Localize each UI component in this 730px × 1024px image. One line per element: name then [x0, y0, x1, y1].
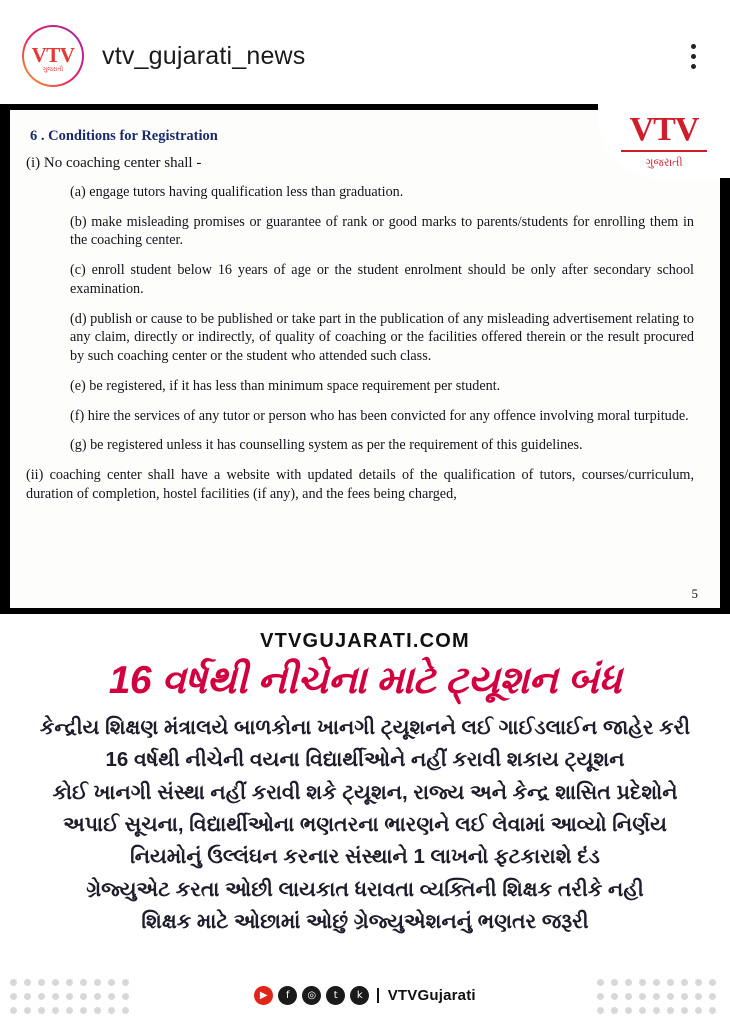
kebab-menu-icon[interactable]	[678, 36, 708, 76]
decorative-dots-left	[10, 979, 133, 1018]
caption-line: નિયમોનું ઉલ્લંઘન કરનાર સંસ્થાને 1 લાખનો ફટકારાશે દંડ	[130, 845, 600, 869]
page-number: 5	[691, 586, 698, 601]
headline-text: 16 વર્ષથી નીચેના માટે ટ્યૂશન બંધ	[108, 659, 622, 702]
caption-line: કોઈ ખાનગી સંસ્થા નહીં કરાવી શકે ટ્યૂશન, રાજ્ય અને કેન્દ્ર શાસિત પ્રદેશોને	[52, 780, 678, 804]
kebab-dot	[691, 64, 696, 69]
site-url-text: VTVGUJARATI.COM	[260, 630, 470, 652]
document-subclause: (d) publish or cause to be published or take part in the publication of any misleading advertisement relating to any claim, directly or indirectly, of quality of coaching or the facilities offered therein or the result procured by such coaching center or the student who attended such class.	[70, 310, 694, 365]
caption-line: શિક્ષક માટે ઓછામાં ઓછું ગ્રેજ્યુએશનનું ભણતર જરૂરી	[141, 910, 589, 934]
twitter-icon: t	[326, 986, 345, 1005]
social-handles	[254, 986, 476, 1005]
caption-body	[18, 712, 712, 939]
kebab-dot	[691, 44, 696, 49]
avatar[interactable]	[22, 25, 84, 87]
post-header	[0, 12, 730, 100]
watermark-main-text: VTV	[629, 111, 699, 149]
document-clause-i: (i) No coaching center shall -	[26, 155, 202, 171]
watermark-divider	[621, 150, 707, 152]
document-subclause: (g) be registered unless it has counselling system as per the requirement of this guidelines.	[70, 437, 583, 454]
decorative-dots-right	[597, 979, 720, 1018]
social-handle-text: VTVGujarati	[387, 986, 476, 1004]
divider	[377, 988, 379, 1003]
youtube-icon: ▶	[254, 986, 273, 1005]
post-media[interactable]	[0, 104, 730, 1024]
caption-line: ગ્રેજ્યુએટ કરતા ઓછી લાયકાત ધરાવતા વ્યક્તિની શિક્ષક તરીકે નહી	[86, 877, 644, 901]
facebook-icon: f	[278, 986, 297, 1005]
post-footer	[0, 966, 730, 1024]
document-scan	[0, 104, 730, 614]
kebab-dot	[691, 54, 696, 59]
account-name[interactable]: vtv_gujarati_news	[102, 41, 306, 70]
watermark-sub-text: ગુજરાતી	[645, 156, 683, 169]
document-heading: 6 . Conditions for Registration	[30, 128, 218, 144]
document-subclause: (e) be registered, if it has less than minimum space requirement per student.	[70, 377, 501, 394]
caption-line: અપાઈ સૂચના, વિદ્યાર્થીઓના ભણતરના ભારણને લઈ લેવામાં આવ્યો નિર્ણય	[63, 812, 667, 836]
avatar-logo-text: VTV	[31, 43, 75, 67]
caption-line: 16 વર્ષથી નીચેની વયના વિદ્યાર્થીઓને નહીં કરાવી શકાય ટ્યૂશન	[105, 748, 625, 772]
document-subclause: (f) hire the services of any tutor or person who has been convicted for any offence involving moral turpitude.	[70, 407, 689, 424]
document-subclause: (c) enroll student below 16 years of age or the student enrolment should be only after secondary school examination.	[70, 262, 694, 297]
caption-line: કેન્દ્રીય શિક્ષણ મંત્રાલયે બાળકોના ખાનગી ટ્યૂશનને લઈ ગાઈડલાઈન જાહેર કરી	[39, 715, 691, 739]
avatar-logo-subtext: ગુજરાતી	[42, 67, 64, 73]
caption-card	[0, 614, 730, 938]
document-subclause: (b) make misleading promises or guarantee of rank or good marks to parents/students for enrolling them in the coaching center.	[70, 213, 694, 249]
document-subclause: (a) engage tutors having qualification less than graduation.	[70, 184, 404, 200]
koo-icon: k	[350, 986, 369, 1005]
document-clause-ii: (ii) coaching center shall have a website with updated details of the qualification of tutors, courses/curriculum, duration of completion, hostel facilities (if any), and the fees being charged,	[26, 467, 694, 502]
instagram-icon: ◎	[302, 986, 321, 1005]
avatar-inner	[24, 27, 82, 85]
document-page	[10, 110, 720, 608]
